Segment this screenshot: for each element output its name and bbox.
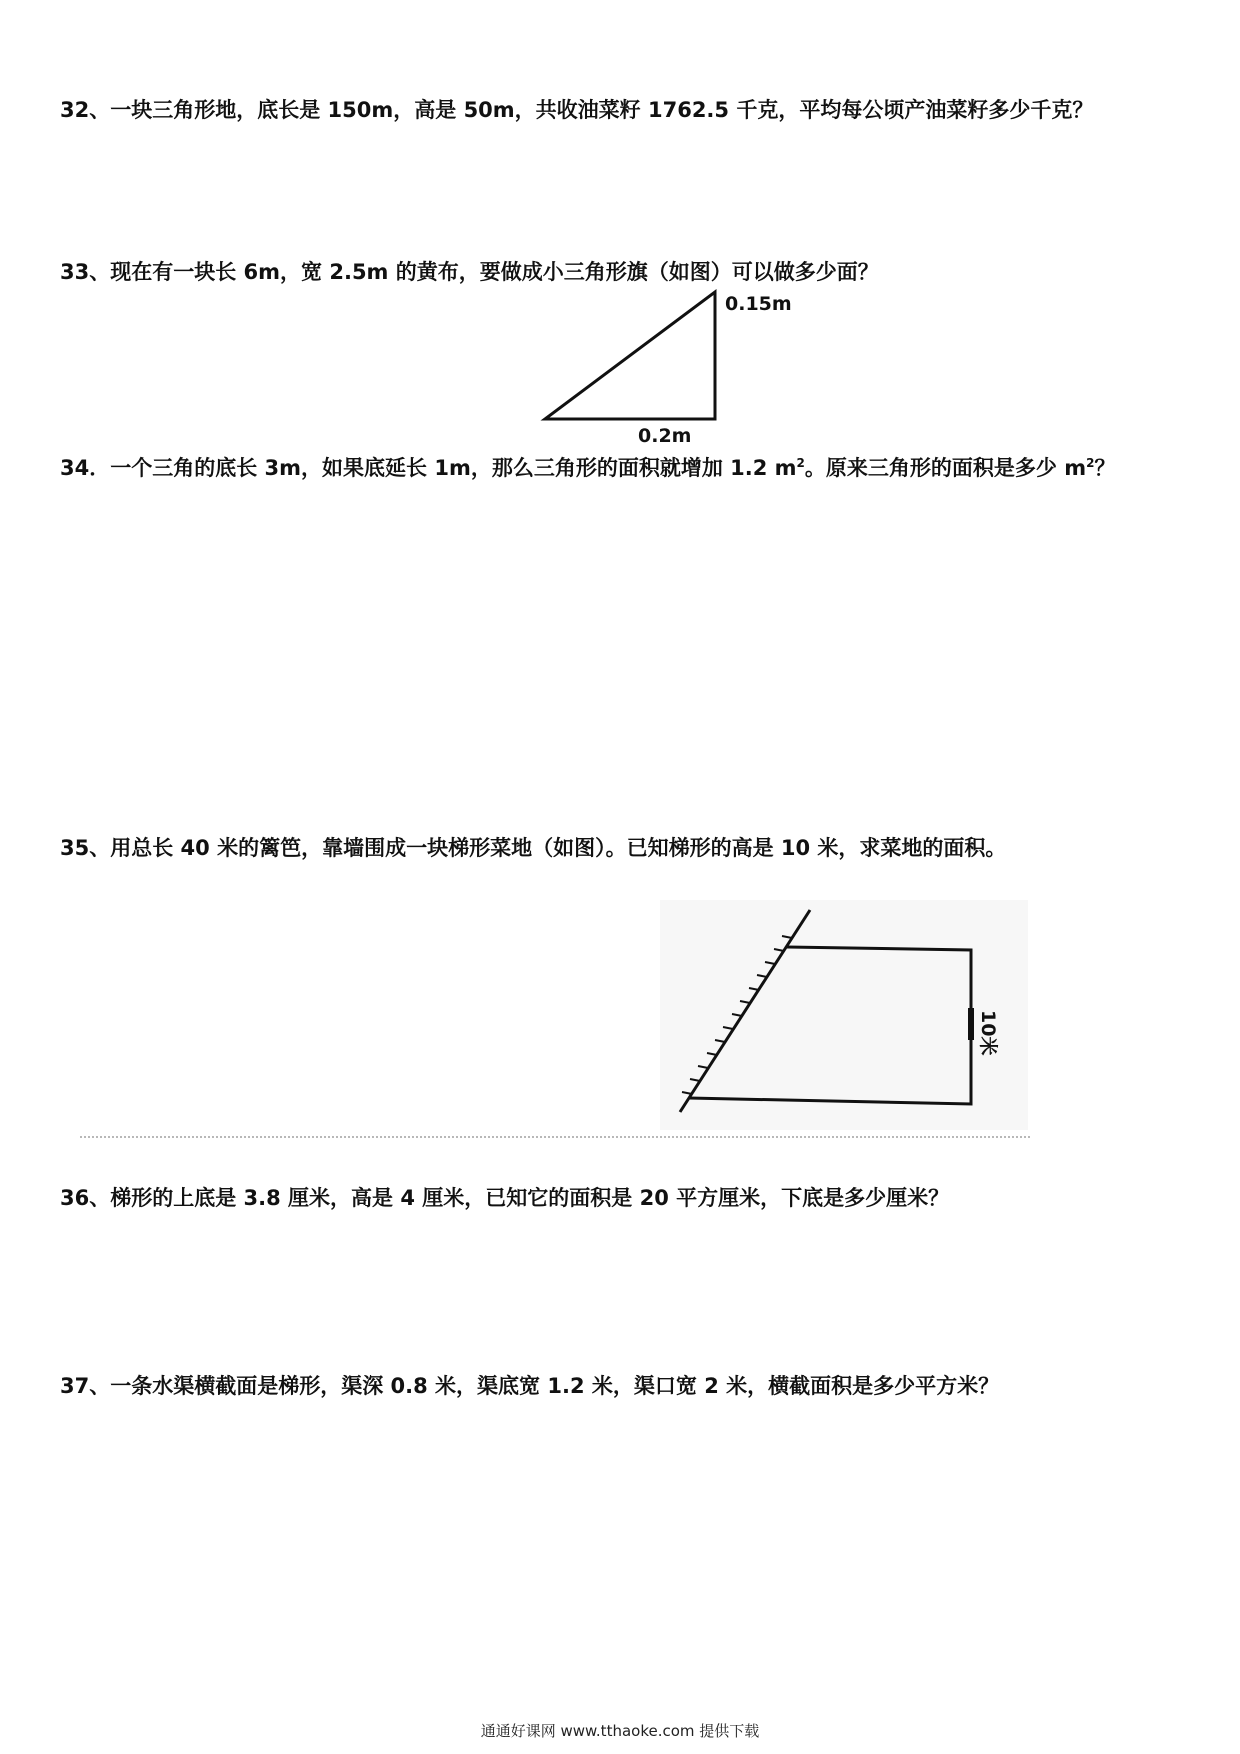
question-number: 36、	[60, 1186, 111, 1210]
question-36	[60, 1180, 1190, 1216]
question-number: 37、	[60, 1374, 111, 1398]
question-number: 35、	[60, 836, 111, 860]
question-text: 一条水渠横截面是梯形，渠深 0.8 米，渠底宽 1.2 米，渠口宽 2 米，横截面积是多少平方米？	[110, 1374, 1000, 1398]
question-number: 33、	[60, 260, 111, 284]
dotted-separator	[80, 1136, 1030, 1138]
question-34	[60, 450, 1190, 486]
question-text: 用总长 40 米的篱笆，靠墙围成一块梯形菜地（如图）。已知梯形的高是 10 米，求菜地的面积。	[110, 836, 1007, 860]
question-text-end: ？	[1094, 456, 1116, 480]
page-footer: 通通好课网 www.tthaoke.com 提供下载	[480, 1722, 760, 1740]
question-number: 34．	[60, 456, 111, 480]
question-text: 现在有一块长 6m，宽 2.5m 的黄布，要做成小三角形旗（如图）可以做多少面？	[110, 260, 879, 284]
triangle-shape	[545, 292, 715, 419]
question-32	[60, 92, 1190, 128]
superscript: 2	[1086, 456, 1095, 470]
triangle-base-label: 0.2m	[638, 425, 692, 447]
triangle-flag-figure	[540, 282, 792, 466]
question-text: 一个三角的底长 3m，如果底延长 1m，那么三角形的面积就增加 1.2 m	[110, 456, 797, 480]
question-text-continued: 。原来三角形的面积是多少 m	[804, 456, 1087, 480]
question-35	[60, 830, 1190, 866]
superscript: 2	[796, 456, 805, 470]
question-text: 梯形的上底是 3.8 厘米，高是 4 厘米，已知它的面积是 20 平方厘米，下底是多少厘米？	[110, 1186, 950, 1210]
question-number: 32、	[60, 98, 111, 122]
trapezoid-height-label: 10米	[977, 1010, 999, 1056]
question-37	[60, 1368, 1190, 1404]
trapezoid-garden-figure	[660, 900, 1040, 1144]
question-text: 一块三角形地，底长是 150m，高是 50m，共收油菜籽 1762.5 千克，平均每公顷产油菜籽多少千克？	[110, 98, 1094, 122]
triangle-height-label: 0.15m	[725, 293, 792, 315]
